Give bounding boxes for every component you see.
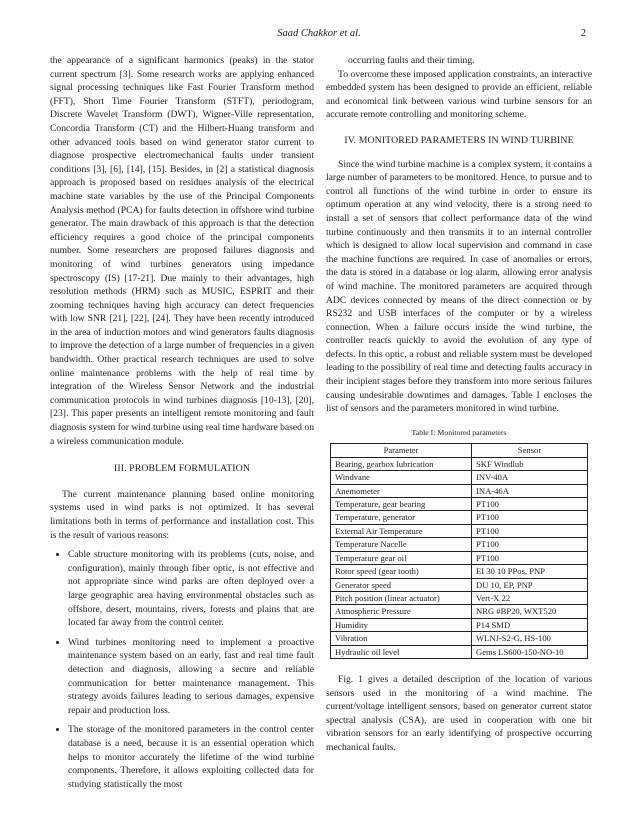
sensor-cell: PT100: [472, 524, 588, 537]
parameter-cell: Generator speed: [331, 578, 472, 591]
sensor-cell: WLNJ-S2-G, HS-100: [472, 632, 588, 645]
bullet-continuation: occurring faults and their timing.: [348, 55, 475, 66]
left-column: [50, 54, 314, 797]
bullet-item-cable-structure: • Cable structure monitoring with its problems (cuts, noise, and configuration), mainly through fiber optic, is not effective and not appropriate since wind parks are often deployed over a large geographic area having environmental obstacles such as offshore, desert, mountains, rivers, forests and plains that are located far away from the control center.: [68, 548, 314, 630]
table-row: [331, 632, 588, 645]
intro-paragraph-continued: the appearance of a significant harmonics (peaks) in the stator current spectrum [3]. Some research works are applying enhanced signal processing techniques like Fast Fourier Transform method (FFT), Short Time Fourier Transform (STFT), periodogram, Discrete Wavelet Transform (DWT), Wigner-Ville representation, Concordia Transform (CT) and the Hilbert-Huang transform and other advanced tools based on wind generator stator current to diagnose prospective electromechanical faults under transient conditions [3], [6], [14], [15]. Besides, in [2] a statistical diagnosis approach is proposed based on residues analysis of the electrical machine state variables by the use of the Principal Components Analysis method (PCA) for faults detection in offshore wind turbine generator. The main drawback of this approach is that the detection efficiency requires a good choice of the principal components number. Some researchers are proposed failures diagnosis and monitoring of wind turbines generators using impedance spectroscopy (IS) [17-21]. Due mainly to their advantages, high resolution methods (HRM) such as MUSIC, ESPRIT and their zooming techniques having high accuracy can detect frequencies with low SNR [21], [22], [24]. They have been recently introduced in the area of induction motors and wind generators faults diagnosis to improve the detection of a large number of frequencies in a given bandwidth. Other practical research techniques are used to solve online maintenance problems with the help of real time by integration of the Wireless Sensor Network and the industrial communication protocols in wind turbines diagnosis [10-13], [20], [23]. This paper presents an intelligent remote monitoring and fault diagnosis system for wind turbine using real time hardware based on a wireless communication module.: [50, 55, 314, 447]
table-row: [331, 618, 588, 631]
sensor-cell: SKF Windlub: [472, 457, 588, 470]
table-row: [331, 591, 588, 604]
table-row: [331, 551, 588, 564]
running-header-author: Saad Chakkor et al.: [277, 28, 361, 39]
figure-description-paragraph: Fig. 1 gives a detailed description of the location of various sensors used in the monitoring of a wind machine. The current/voltage intelligent sensors, based on generator current stator spectral analysis (CSA), are used in cooperation with one bit vibration sensors for an early identifying of prospective occurring mechanical faults.: [326, 673, 592, 753]
parameter-cell: Temperature, generator: [331, 511, 472, 524]
section-heading-problem-formulation: III. PROBLEM FORMULATION: [113, 463, 251, 475]
table-row: [331, 511, 588, 524]
parameter-cell: Pitch position (linear actuator): [331, 591, 472, 604]
table-row: [331, 524, 588, 537]
table-row: [331, 457, 588, 470]
parameter-cell: Anemometer: [331, 484, 472, 497]
parameter-cell: Temperature Nacelle: [331, 538, 472, 551]
table-header-row: [331, 444, 588, 457]
right-column: [326, 54, 592, 755]
column-header-parameter: Parameter: [331, 444, 472, 457]
parameter-cell: Vibration: [331, 632, 472, 645]
sensor-cell: PT100: [472, 511, 588, 524]
parameter-cell: External Air Temperature: [331, 524, 472, 537]
sensor-cell: Vert-X 22: [472, 591, 588, 604]
page-number: 2: [580, 28, 586, 39]
parameter-cell: Rotor speed (gear tooth): [331, 565, 472, 578]
parameter-cell: Hydraulic oil level: [331, 645, 472, 658]
table-caption: Table I: Monitored parameters: [411, 427, 507, 437]
table-row: [331, 471, 588, 484]
sensor-cell: NRG #BP20, WXT520: [472, 605, 588, 618]
section-heading-monitored-parameters: IV. MONITORED PARAMETERS IN WIND TURBINE: [344, 134, 574, 146]
sensor-cell: INA-46A: [472, 484, 588, 497]
table-row: [331, 645, 588, 658]
sensor-cell: P14 SMD: [472, 618, 588, 631]
sensor-cell: PT100: [472, 538, 588, 551]
table-row: [331, 565, 588, 578]
sensor-cell: PT100: [472, 551, 588, 564]
problem-paragraph: The current maintenance planning based online monitoring systems used in wind parks is not optimized. It has several limitations both in terms of performance and installation cost. This is the result of various reasons:: [50, 488, 314, 541]
parameter-cell: Humidity: [331, 618, 472, 631]
parameter-cell: Temperature, gear bearing: [331, 498, 472, 511]
column-header-sensor: Sensor: [472, 444, 588, 457]
parameter-cell: Windvane: [331, 471, 472, 484]
bullet-item-proactive-maintenance: • Wind turbines monitoring need to implement a proactive maintenance system based on an early, fast and real time fault detection and diagnosis, allowing a secure and reliable communication for better maintenance management. This strategy avoids failures leading to serious damages, expensive repair and production loss.: [68, 636, 314, 718]
parameter-cell: Atmospheric Pressure: [331, 605, 472, 618]
sensor-cell: PT100: [472, 498, 588, 511]
bullet-item-data-storage: • The storage of the monitored parameters in the control center database is a need, because it is an essential operation which helps to monitor accurately the lifetime of the wind turbine components. Therefore, it allows exploiting collected data for studying statistically the most: [68, 723, 314, 791]
table-row: [331, 484, 588, 497]
overcome-paragraph: To overcome these imposed application constraints, an interactive embedded system has been designed to provide an efficient, reliable and economical link between various wind turbine sensors for an accurate remote controlling and monitoring scheme.: [326, 68, 592, 121]
monitored-parameters-table: [330, 443, 588, 659]
table-row: [331, 605, 588, 618]
parameter-cell: Temperature gear oil: [331, 551, 472, 564]
limitations-bullet-list: [50, 548, 314, 791]
parameters-paragraph: Since the wind turbine machine is a complex system, it contains a large number of parameters to be monitored. Hence, to pursue and to control all functions of the wind turbine in order to ensure its optimum operation at any wind velocity, there is a strong need to install a set of sensors that collect performance data of the wind turbine continuously and then transmits it to an internal controller which is designed to allow local supervision and command in case the machine functions are required. In case of anomalies or errors, the data is stored in a database or log alarm, allowing error analysis of wind machine. The monitored parameters are acquired through ADC devices connected by means of the direct connection or by RS232 and USB interfaces of the computer or by a wireless connection. When a failure occurs inside the wind turbine, the controller reacts quickly to avoid the evolution of any type of defects. In this optic, a robust and reliable system must be developed leading to the possibility of real time and detecting faults accuracy in their incipient stages before they transform into more serious failures causing undesirable downtimes and damages. Table I encloses the list of sensors and the parameters monitored in wind turbine.: [326, 158, 592, 415]
sensor-cell: DU 10, EP, PNP: [472, 578, 588, 591]
table-row: [331, 538, 588, 551]
table-row: [331, 498, 588, 511]
sensor-cell: Gems LS600-150-NO-10: [472, 645, 588, 658]
sensor-cell: EI 30 10 PPos, PNP: [472, 565, 588, 578]
parameter-cell: Bearing, gearbox lubrication: [331, 457, 472, 470]
table-row: [331, 578, 588, 591]
sensor-cell: INV-40A: [472, 471, 588, 484]
